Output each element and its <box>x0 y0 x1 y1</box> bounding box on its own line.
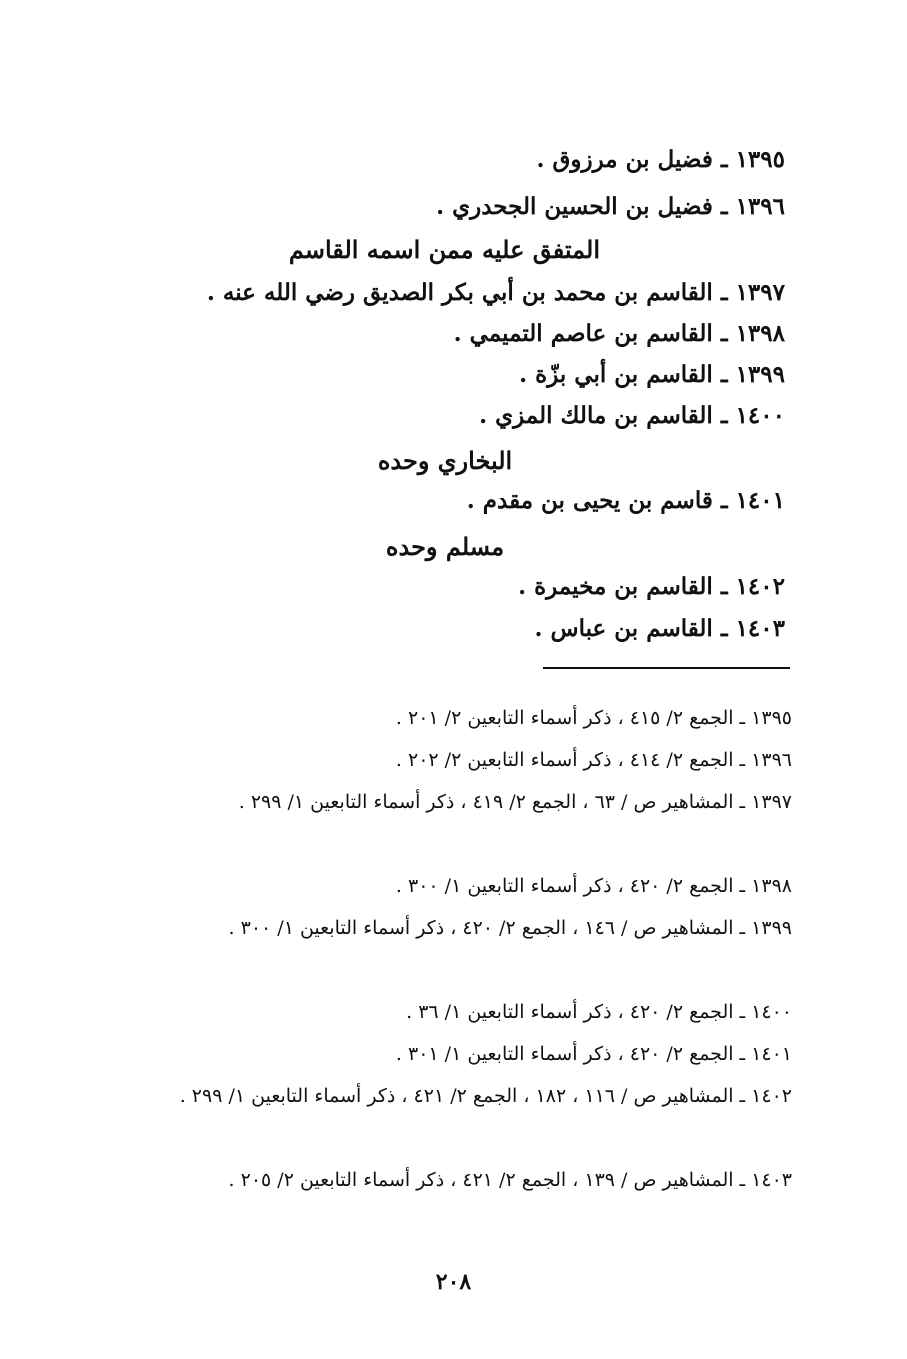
section-heading-bukhari: البخاري وحده <box>377 446 513 475</box>
entry-1403: ١٤٠٣ ـ القاسم بن عباس . <box>534 615 785 642</box>
footnote-1400: ١٤٠٠ ـ الجمع ٢/ ٤٢٠ ، ذكر أسماء التابعين ١/ ٣٦ . <box>406 1001 792 1023</box>
section-heading-muslim: مسلم وحده <box>385 532 505 561</box>
entry-1400: ١٤٠٠ ـ القاسم بن مالك المزي . <box>479 402 785 429</box>
footnote-1395: ١٣٩٥ ـ الجمع ٢/ ٤١٥ ، ذكر أسماء التابعين ٢/ ٢٠١ . <box>395 707 792 729</box>
section-heading-agreed: المتفق عليه ممن اسمه القاسم <box>288 235 600 264</box>
footnote-1396: ١٣٩٦ ـ الجمع ٢/ ٤١٤ ، ذكر أسماء التابعين ٢/ ٢٠٢ . <box>395 749 792 771</box>
footnote-separator <box>543 667 790 669</box>
entry-1402: ١٤٠٢ ـ القاسم بن مخيمرة . <box>518 573 785 600</box>
entry-1396: ١٣٩٦ ـ فضيل بن الحسين الجحدري . <box>436 193 785 220</box>
entry-1401: ١٤٠١ ـ قاسم بن يحيى بن مقدم . <box>466 487 785 514</box>
entry-1398: ١٣٩٨ ـ القاسم بن عاصم التميمي . <box>453 320 785 347</box>
footnote-1399: ١٣٩٩ ـ المشاهير ص / ١٤٦ ، الجمع ٢/ ٤٢٠ ، ذكر أسماء التابعين ١/ ٣٠٠ . <box>228 917 792 939</box>
footnote-1402: ١٤٠٢ ـ المشاهير ص / ١١٦ ، ١٨٢ ، الجمع ٢/ ٤٢١ ، ذكر أسماء التابعين ١/ ٢٩٩ . <box>179 1085 792 1107</box>
footnote-1397: ١٣٩٧ ـ المشاهير ص / ٦٣ ، الجمع ٢/ ٤١٩ ، ذكر أسماء التابعين ١/ ٢٩٩ . <box>238 791 792 813</box>
footnote-1398: ١٣٩٨ ـ الجمع ٢/ ٤٢٠ ، ذكر أسماء التابعين ١/ ٣٠٠ . <box>395 875 792 897</box>
entry-1399: ١٣٩٩ ـ القاسم بن أبي بزّة . <box>519 361 785 388</box>
footnote-1401: ١٤٠١ ـ الجمع ٢/ ٤٢٠ ، ذكر أسماء التابعين ١/ ٣٠١ . <box>395 1043 792 1065</box>
page-number: ٢٠٨ <box>435 1269 472 1295</box>
footnote-1403: ١٤٠٣ ـ المشاهير ص / ١٣٩ ، الجمع ٢/ ٤٢١ ، ذكر أسماء التابعين ٢/ ٢٠٥ . <box>228 1169 792 1191</box>
entry-1397: ١٣٩٧ ـ القاسم بن محمد بن أبي بكر الصديق رضي الله عنه . <box>206 279 785 306</box>
entry-1395: ١٣٩٥ ـ فضيل بن مرزوق . <box>536 146 785 173</box>
